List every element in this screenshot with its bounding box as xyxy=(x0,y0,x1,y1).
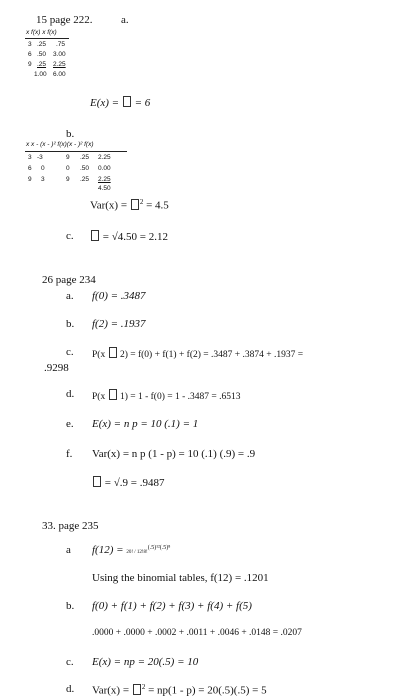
part-label: d. xyxy=(66,388,75,400)
table-total: 4.50 xyxy=(98,185,111,192)
answer-line: Var(x) = $^2$ = np(1 - p) = 20(.5)(.5) = 5 xyxy=(92,683,267,697)
part-label: f. xyxy=(66,448,73,460)
answer-line: P(x 1) = 1 - f(0) = 1 - .3487 = .6513 xyxy=(92,389,241,402)
answer-line: f(2) = .1937 xyxy=(92,318,146,330)
part-label: c. xyxy=(66,346,74,358)
ge-glyph xyxy=(109,389,117,400)
answer-line: f(12) = 20! / 12!8!$^{(.5)^{12}(.5)^8}$ xyxy=(92,544,171,556)
answer-line: = √.9 = .9487 xyxy=(92,476,164,489)
part-label: d. xyxy=(66,683,75,695)
part-label: c. xyxy=(66,656,74,668)
part-label: a xyxy=(66,544,71,556)
part-label: a. xyxy=(121,14,129,26)
expected-value: E(x) = = 6 xyxy=(90,97,151,109)
answer-line: E(x) = np = 20(.5) = 10 xyxy=(92,656,199,668)
answer-note: Using the binomial tables, f(12) = .1201 xyxy=(92,572,269,584)
table-header: x x - (x - )² f(x)(x - )² f(x) xyxy=(26,141,94,148)
sigma-glyph xyxy=(133,684,141,695)
question-ref: 15 page 222. xyxy=(36,14,93,26)
answer-line: f(0) + f(1) + f(2) + f(3) + f(4) + f(5) xyxy=(92,600,252,612)
le-glyph xyxy=(109,347,117,358)
part-label: c. xyxy=(66,230,74,242)
part-label: b. xyxy=(66,600,75,612)
answer-line: E(x) = n p = 10 (.1) = 1 xyxy=(92,418,199,430)
std-dev: = √4.50 = 2.12 xyxy=(90,230,168,243)
question-ref: 33. page 235 xyxy=(42,520,99,532)
sigma-glyph xyxy=(91,230,99,241)
answer-line: Var(x) = n p (1 - p) = 10 (.1) (.9) = .9 xyxy=(92,448,256,460)
answer-line: f(0) = .3487 xyxy=(92,290,146,302)
part-label: b. xyxy=(66,128,75,140)
part-label: e. xyxy=(66,418,74,430)
answer-line: .0000 + .0000 + .0002 + .0011 + .0046 + .0148 = .0207 xyxy=(92,628,302,638)
answer-continuation: .9298 xyxy=(44,362,69,374)
table-header: x f(x) x f(x) xyxy=(26,29,57,36)
part-label: a. xyxy=(66,290,74,302)
sigma-glyph xyxy=(93,476,101,487)
answer-line: P(x 2) = f(0) + f(1) + f(2) = .3487 + .3874 + .1937 = xyxy=(92,347,303,360)
question-ref: 26 page 234 xyxy=(42,274,96,286)
variance: Var(x) = $^2$ = 4.5 xyxy=(90,198,169,212)
table-rule xyxy=(25,38,69,39)
part-label: b. xyxy=(66,318,75,330)
table-rule xyxy=(25,151,127,152)
sigma-glyph xyxy=(131,199,139,210)
mu-glyph xyxy=(123,96,131,107)
